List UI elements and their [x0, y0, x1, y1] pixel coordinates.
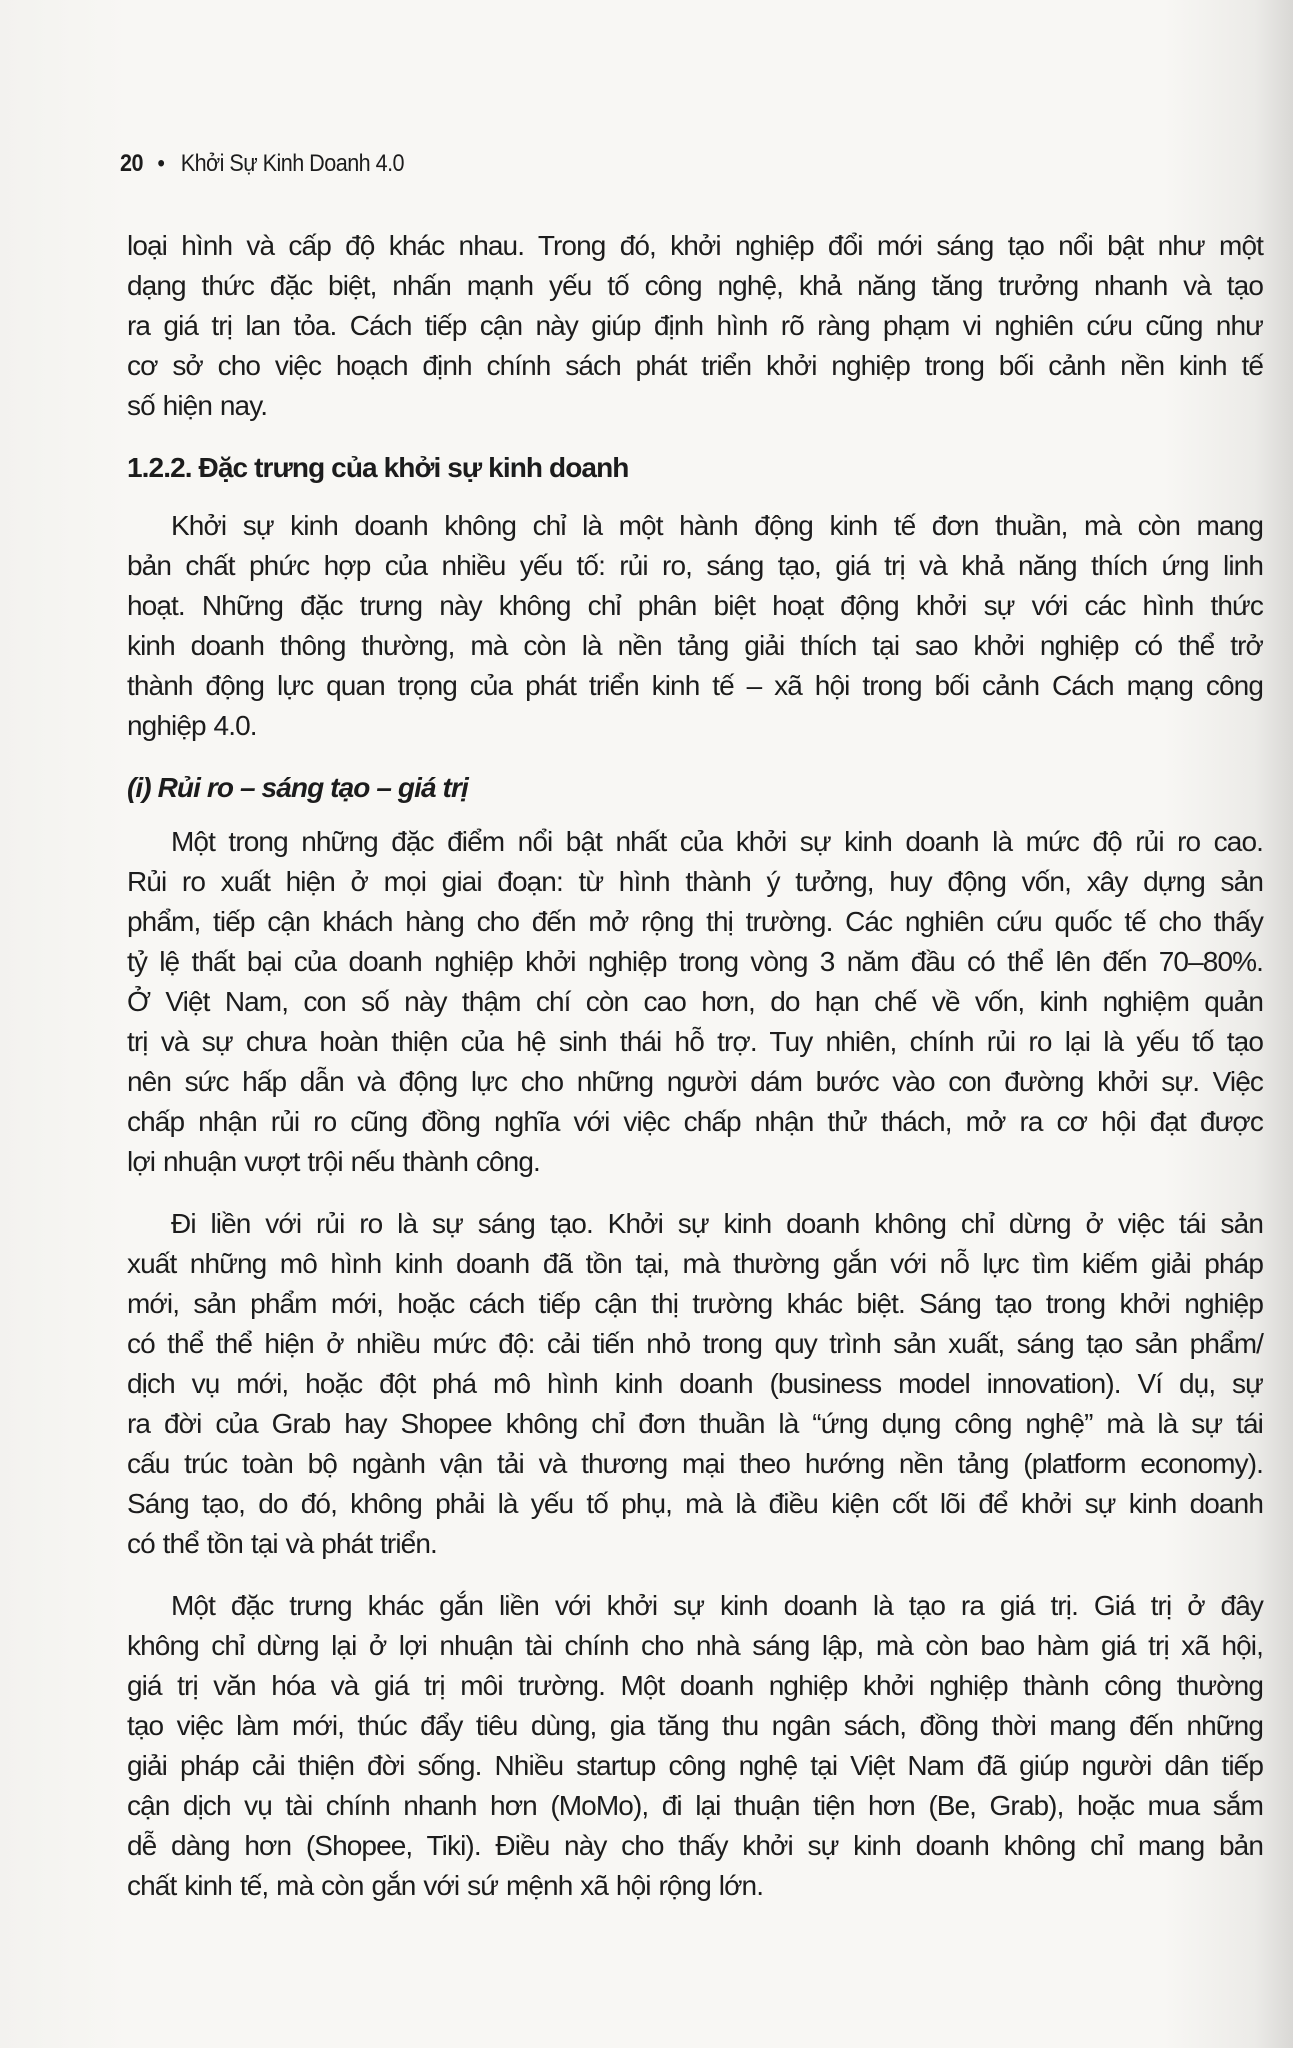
- text-line: kinh doanh thông thường, mà còn là nền tảng giải thích tại sao khởi nghiệp có thể trở: [127, 630, 1263, 661]
- text-line: ra đời của Grab hay Shopee không chỉ đơn thuần là “ứng dụng công nghệ” mà là sự tái: [127, 1408, 1263, 1439]
- paragraph: [127, 506, 1263, 746]
- text-line: hoạt. Những đặc trưng này không chỉ phân biệt hoạt động khởi sự với các hình thức: [127, 590, 1263, 621]
- text-line: nên sức hấp dẫn và động lực cho những người dám bước vào con đường khởi sự. Việc: [127, 1066, 1263, 1097]
- text-line: Đi liền với rủi ro là sự sáng tạo. Khởi sự kinh doanh không chỉ dừng ở việc tái sản: [171, 1208, 1263, 1239]
- text-line: Ở Việt Nam, con số này thậm chí còn cao hơn, do hạn chế về vốn, kinh nghiệm quản: [127, 986, 1263, 1017]
- text-line: trị và sự chưa hoàn thiện của hệ sinh thái hỗ trợ. Tuy nhiên, chính rủi ro lại là yếu tố tạo: [127, 1026, 1263, 1057]
- text-line: nghiệp 4.0.: [127, 710, 257, 741]
- text-line: Khởi sự kinh doanh không chỉ là một hành động kinh tế đơn thuần, mà còn mang: [171, 510, 1263, 541]
- text-line: thành động lực quan trọng của phát triển kinh tế – xã hội trong bối cảnh Cách mạng công: [127, 670, 1263, 701]
- text-line: Sáng tạo, do đó, không phải là yếu tố phụ, mà là điều kiện cốt lõi để khởi sự kinh doanh: [127, 1488, 1263, 1519]
- text-line: xuất những mô hình kinh doanh đã tồn tại, mà thường gắn với nỗ lực tìm kiếm giải pháp: [127, 1248, 1263, 1279]
- text-line: Rủi ro xuất hiện ở mọi giai đoạn: từ hình thành ý tưởng, huy động vốn, xây dựng sản: [127, 866, 1263, 897]
- section-heading: 1.2.2. Đặc trưng của khởi sự kinh doanh: [127, 452, 629, 483]
- text-line: cận dịch vụ tài chính nhanh hơn (MoMo), đi lại thuận tiện hơn (Be, Grab), hoặc mua sắm: [127, 1790, 1263, 1821]
- paragraph: [127, 1586, 1263, 1906]
- text-line: dễ dàng hơn (Shopee, Tiki). Điều này cho thấy khởi sự kinh doanh không chỉ mang bản: [127, 1830, 1263, 1861]
- text-line: có thể thể hiện ở nhiều mức độ: cải tiến nhỏ trong quy trình sản xuất, sáng tạo sản phẩm/: [127, 1328, 1263, 1359]
- text-line: cấu trúc toàn bộ ngành vận tải và thương mại theo hướng nền tảng (platform economy).: [127, 1448, 1263, 1479]
- text-line: lợi nhuận vượt trội nếu thành công.: [127, 1146, 540, 1177]
- text-line: cơ sở cho việc hoạch định chính sách phát triển khởi nghiệp trong bối cảnh nền kinh tế: [127, 350, 1263, 381]
- text-line: Một đặc trưng khác gắn liền với khởi sự kinh doanh là tạo ra giá trị. Giá trị ở đây: [171, 1590, 1263, 1621]
- text-line: ra giá trị lan tỏa. Cách tiếp cận này giúp định hình rõ ràng phạm vi nghiên cứu cũng như: [127, 310, 1263, 341]
- page-body: [127, 226, 1263, 1928]
- text-line: dạng thức đặc biệt, nhấn mạnh yếu tố công nghệ, khả năng tăng trưởng nhanh và tạo: [127, 270, 1263, 301]
- text-line: có thể tồn tại và phát triển.: [127, 1528, 437, 1559]
- text-line: chất kinh tế, mà còn gắn với sứ mệnh xã hội rộng lớn.: [127, 1870, 764, 1901]
- running-header: [120, 150, 404, 178]
- text-line: Một trong những đặc điểm nổi bật nhất của khởi sự kinh doanh là mức độ rủi ro cao.: [171, 826, 1263, 857]
- text-line: không chỉ dừng lại ở lợi nhuận tài chính cho nhà sáng lập, mà còn bao hàm giá trị xã hội,: [127, 1630, 1263, 1661]
- page-number: 20: [120, 150, 143, 177]
- text-line: tạo việc làm mới, thúc đẩy tiêu dùng, gia tăng thu ngân sách, đồng thời mang đến những: [127, 1710, 1263, 1741]
- book-title: Khởi Sự Kinh Doanh 4.0: [180, 150, 405, 177]
- text-line: giải pháp cải thiện đời sống. Nhiều startup công nghệ tại Việt Nam đã giúp người dân tiếp: [127, 1750, 1263, 1781]
- text-line: bản chất phức hợp của nhiều yếu tố: rủi ro, sáng tạo, giá trị và khả năng thích ứng linh: [127, 550, 1263, 581]
- text-line: dịch vụ mới, hoặc đột phá mô hình kinh doanh (business model innovation). Ví dụ, sự: [127, 1368, 1263, 1399]
- paragraph: [127, 822, 1263, 1182]
- text-line: số hiện nay.: [127, 390, 268, 421]
- text-line: giá trị văn hóa và giá trị môi trường. Một doanh nghiệp khởi nghiệp thành công thường: [127, 1670, 1263, 1701]
- text-line: mới, sản phẩm mới, hoặc cách tiếp cận thị trường khác biệt. Sáng tạo trong khởi nghiệp: [127, 1288, 1263, 1319]
- text-line: tỷ lệ thất bại của doanh nghiệp khởi nghiệp trong vòng 3 năm đầu có thể lên đến 70–80%.: [127, 946, 1263, 977]
- paragraph: [127, 226, 1263, 426]
- header-separator: •: [157, 150, 165, 177]
- subsection-heading: (i) Rủi ro – sáng tạo – giá trị: [127, 772, 468, 803]
- text-line: chấp nhận rủi ro cũng đồng nghĩa với việc chấp nhận thử thách, mở ra cơ hội đạt được: [127, 1106, 1263, 1137]
- text-line: phẩm, tiếp cận khách hàng cho đến mở rộng thị trường. Các nghiên cứu quốc tế cho thấy: [127, 906, 1263, 937]
- text-line: loại hình và cấp độ khác nhau. Trong đó, khởi nghiệp đổi mới sáng tạo nổi bật như một: [127, 230, 1263, 261]
- paragraph: [127, 1204, 1263, 1564]
